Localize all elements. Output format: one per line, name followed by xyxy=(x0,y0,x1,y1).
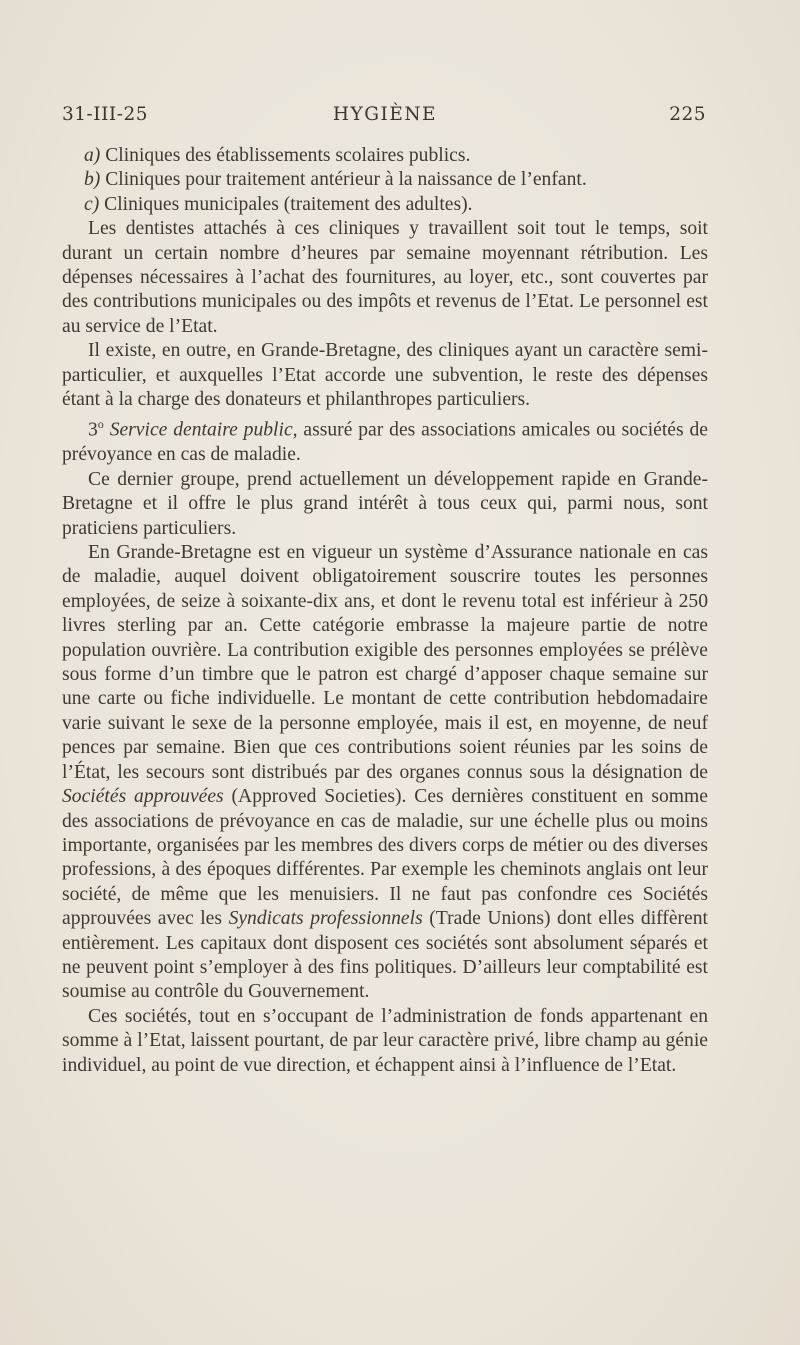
list-item-text: Cliniques municipales (traitement des adultes). xyxy=(99,193,473,215)
list-item-a xyxy=(62,144,708,168)
list-item-text: Cliniques des établissements scolaires publics. xyxy=(100,145,471,166)
paragraph: Ces sociétés, tout en s’occupant de l’administration de fonds appartenant en somme à l’Etat, laissent pourtant, de par leur caractère privé, libre champ au génie individuel, au point de vue direction, et échappent ainsi à l’influence de l’Etat. xyxy=(62,1005,708,1076)
list-item-b xyxy=(62,168,708,192)
paragraph-text: assuré par des associations amicales ou sociétés de prévoyance en cas de maladie. xyxy=(62,420,708,466)
section-heading: Service dentaire public, xyxy=(109,420,298,441)
running-header xyxy=(62,104,708,134)
header-date: 31-III-25 xyxy=(62,104,149,125)
degree-sign: o xyxy=(97,417,104,432)
paragraph-text: (Trade Unions) dont elles diffèrent entièrement. Les capitaux dont disposent ces sociétés sont absolument séparés et ne peuvent point s’employer à des fins politiques. D’ailleurs leur comptabilité est soumise au contrôle du Gouvernement. xyxy=(62,908,708,1003)
page-number: 225 xyxy=(669,104,706,125)
paragraph: Les dentistes attachés à ces cliniques y travaillent soit tout le temps, soit durant un certain nombre d’heures par semaine moyennant rétribution. Les dépenses nécessaires à l’achat des fournitures, au loyer, etc., sont couvertes par des contributions municipales ou des impôts et revenus de l’Etat. Le personnel est au service de l’Etat. xyxy=(62,218,708,337)
paragraph: Ce dernier groupe, prend actuellement un développement rapide en Grande-Bretagne et il offre le plus grand intérêt à tous ceux qui, parmi nous, sont praticiens particuliers. xyxy=(62,468,708,539)
paragraph-section-3 xyxy=(62,412,708,467)
paragraph-text: En Grande-Bretagne est en vigueur un système d’Assurance nationale en cas de maladie, auquel doivent obligatoirement souscrire toutes les personnes employées, de seize à soixante-dix ans, et dont le revenu total est inférieur à 250 livres sterling par an. Cette catégorie embrasse la majeure partie de notre population ouvrière. La contribution exigible des personnes employées se prélève sous forme d’un timbre que le patron est chargé d’apposer chaque semaine sur une carte ou fiche individuelle. Le montant de cette contribution hebdomadaire varie suivant le sexe de la personne employée, mais il est, en moyenne, de neuf pences par semaine. Bien que ces contributions soient réunies par les soins de l’État, les secours sont distribués par des organes connus sous la désignation de xyxy=(62,542,708,783)
list-item-text: Cliniques pour traitement antérieur à la naissance de l’enfant. xyxy=(100,169,587,191)
list-letter: b) xyxy=(84,169,101,191)
list-item-c xyxy=(62,193,708,217)
section-number: 3 xyxy=(88,420,98,441)
list-letter: c) xyxy=(84,193,100,215)
body-text xyxy=(62,144,708,1078)
italic-term: Syndicats professionnels xyxy=(228,908,423,930)
header-title: HYGIÈNE xyxy=(332,104,438,125)
italic-term: Sociétés approuvées xyxy=(62,786,224,808)
list-letter: a) xyxy=(84,145,101,166)
paragraph xyxy=(62,541,708,1005)
paragraph: Il existe, en outre, en Grande-Bretagne, des cliniques ayant un caractère semi-particulier, et auxquelles l’Etat accorde une subvention, le reste des dépenses étant à la charge des donateurs et philanthropes particuliers. xyxy=(62,340,708,411)
paragraph-text: (Approved Societies). Ces dernières constituent en somme des associations de prévoyance en cas de maladie, sur une échelle plus ou moins importante, organisées par les membres des divers corps de métier ou des diverses professions, à des époques différentes. Par exemple les cheminots anglais ont leur société, de même que les menuisiers. Il ne faut pas confondre ces Sociétés approuvées avec les xyxy=(62,786,708,930)
